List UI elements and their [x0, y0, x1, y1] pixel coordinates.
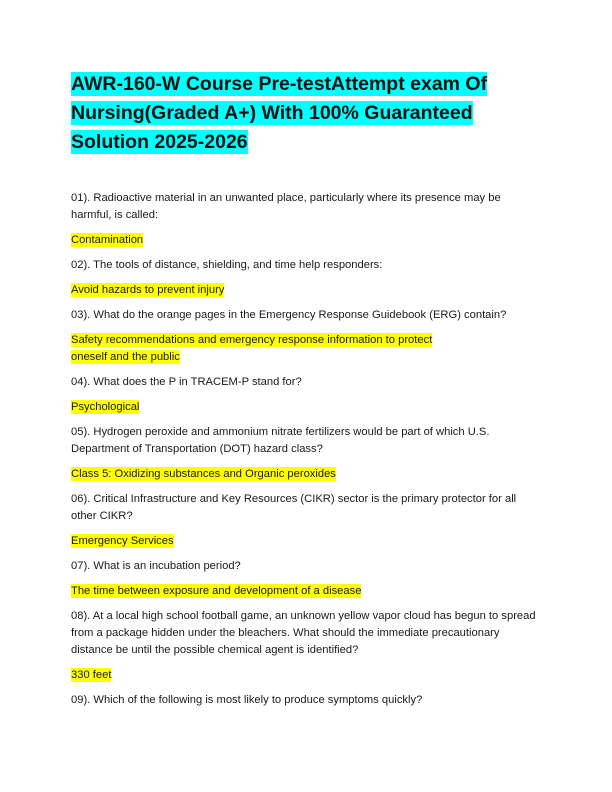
question-09: 09). Which of the following is most likely to produce symptoms quickly?	[71, 694, 423, 706]
answer-06	[71, 533, 543, 550]
answer-03	[71, 332, 543, 366]
answer-08	[71, 667, 543, 684]
question-06: 06). Critical Infrastructure and Key Resources (CIKR) sector is the primary protector for all other CIKR?	[71, 493, 517, 522]
answer-07	[71, 583, 543, 600]
answer-08-text: 330 feet	[71, 669, 112, 681]
document-title	[71, 70, 541, 157]
answer-07-text: The time between exposure and development of a disease	[71, 585, 362, 597]
answer-01	[71, 232, 543, 249]
answer-05	[71, 466, 543, 483]
answer-06-text: Emergency Services	[71, 535, 174, 547]
question-04: 04). What does the P in TRACEM-P stand for?	[71, 376, 302, 388]
question-02: 02). The tools of distance, shielding, and time help responders:	[71, 259, 383, 271]
question-08: 08). At a local high school football game, an unknown yellow vapor cloud has begun to spread from a package hidden under the bleachers. What should the immediate precautionary distance be until the possible chemical agent is identified?	[71, 610, 536, 656]
question-03: 03). What do the orange pages in the Emergency Response Guidebook (ERG) contain?	[71, 309, 507, 321]
answer-05-text: Class 5: Oxidizing substances and Organic peroxides	[71, 468, 336, 480]
answer-02	[71, 282, 543, 299]
answer-02-text: Avoid hazards to prevent injury	[71, 284, 225, 296]
question-07: 07). What is an incubation period?	[71, 560, 241, 572]
qa-list	[71, 190, 543, 717]
answer-04-text: Psychological	[71, 401, 140, 413]
question-01: 01). Radioactive material in an unwanted place, particularly where its presence may be harmful, is called:	[71, 192, 501, 221]
title-text: AWR-160-W Course Pre-testAttempt exam Of Nursing(Graded A+) With 100% Guaranteed Solution 2025-2026	[71, 73, 488, 153]
answer-01-text: Contamination	[71, 234, 144, 246]
answer-03-line1: Safety recommendations and emergency response information to protect	[71, 334, 433, 346]
answer-04	[71, 399, 543, 416]
answer-03-line2: oneself and the public	[71, 351, 180, 363]
question-05: 05). Hydrogen peroxide and ammonium nitrate fertilizers would be part of which U.S. Department of Transportation (DOT) hazard class?	[71, 426, 490, 455]
